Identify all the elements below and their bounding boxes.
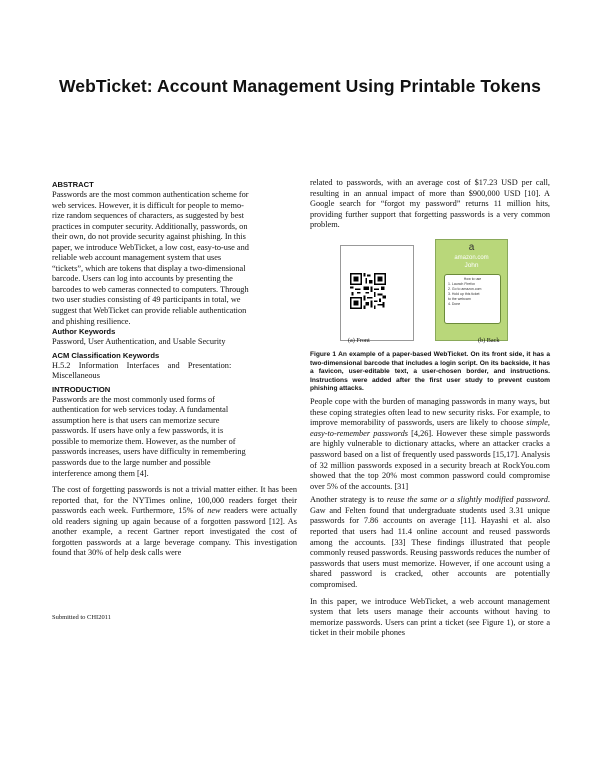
abstract-line: barcode. Users can log into accounts by presenting the [52, 274, 233, 284]
abstract-line: rize random sequences of characters, as suggested by best [52, 211, 244, 221]
intro-line: passwords. If users have only a few passwords, it is [52, 426, 224, 436]
acm-line: Miscellaneous [52, 371, 100, 381]
abstract-line: two user studies consisting of 49 participants in total, we [52, 295, 241, 305]
intro-line: interference among them [4]. [52, 468, 149, 478]
figure-caption: Figure 1 An example of a paper-based WebTicket. On its front side, it has a two-dimensional barcode that includes a login script. On its backside, it has a favicon, user-editable text, a user-chosen border, and instructions. Instructions were added after the first user study to prevent custom phishing attacks. [310, 350, 550, 393]
acm-line: H.5.2 Information Interfaces and Presentation: [52, 360, 232, 370]
right-paragraph-3: Another strategy is to reuse the same or a slightly modified password. Gaw and Felten found that undergraduate students used 3.31 unique passwords for 7.86 accounts on average [11]. Hayashi et al. also reported that users had 11.4 online account and reused passwords among the accounts. [33] These findings illustrated that people commonly reused passwords. Reusing passwords reduces the number of passwords that users must memorize. However, if one account using a shared password is cracked, other accounts are potentially compromised. [310, 495, 550, 590]
right-paragraph-2: People cope with the burden of managing passwords in many ways, but these coping strategies often lead to new security risks. For example, to improve memorability of passwords, users are likely to choose simple, easy-to-remember passwords [4,26]. However these simple passwords are highly vulnerable to dictionary attacks, where an attacker cracks a password based on a list of frequently used passwords [15,17]. Analysis of 32 million passwords exposed in a security breach at RockYou.com showed that the top 20% most common password could compromise over 5% of the accounts. [31] [310, 396, 550, 491]
instruction-line: 1. Launch Firefox [448, 281, 476, 286]
abstract-line: paper, we introduce WebTicket, a low cost, easy-to-use and [52, 242, 249, 252]
abstract-body [52, 190, 297, 327]
ticket-front-image [340, 245, 414, 341]
subcaption-back: (b) Back [478, 336, 500, 344]
intro-line: possible to memorize them. However, as the number of [52, 436, 236, 446]
instruction-line: 3. Hold up this ticket [448, 291, 480, 296]
right-column [310, 178, 550, 639]
abstract-line: their own, do not provide security against phishing. In this [52, 232, 246, 242]
right-paragraph-4: In this paper, we introduce WebTicket, a web account management system that lets users manage their accounts without having to memorize passwords. Users can print a ticket (see Figure 1), or store a ticket in their mobile phones [310, 596, 550, 638]
abstract-line: barcodes to web cameras connected to computers. Through [52, 284, 249, 294]
instruction-line: 4. Done [448, 301, 461, 306]
abstract-heading: ABSTRACT [52, 180, 94, 189]
abstract-line: reliable web account management system that uses [52, 253, 222, 263]
amazon-favicon-icon: a [468, 241, 475, 253]
instruction-line: 2. Go to amazon.com [448, 286, 482, 291]
submission-note: Submitted to CHI2011 [52, 614, 111, 621]
ticket-site-text: amazon.com [454, 254, 489, 261]
intro-line: passwords increases, users have difficulty in remembering [52, 447, 246, 457]
right-paragraph-1: related to passwords, with an average cost of $17.23 USD per call, resulting in an annual impact of more than $900,000 USD [10]. A Google search for “forgot my password” returns 11 million hits, providing further support that forgetting passwords is a very common problem. [310, 178, 550, 230]
author-keywords-text: Password, User Authentication, and Usable Security [52, 337, 226, 347]
intro-paragraph-2: The cost of forgetting passwords is not a trivial matter either. It has been reported that, for the NYTimes online, 100,000 readers forget their passwords each week. Furthermore, 15% of new readers were actually old readers signing up again because of a forgotten password [12]. As another example, a recent Gartner report investigated the cost of forgotten passwords at a large beverage company. This investigation found that 30% of help desk calls were [52, 485, 297, 558]
intro-line: Passwords are the most commonly used forms of [52, 394, 215, 404]
left-column [52, 180, 297, 559]
introduction-heading: INTRODUCTION [52, 384, 111, 394]
ticket-back-image [435, 239, 508, 341]
abstract-line: Passwords are the most common authentication scheme for [52, 190, 249, 199]
intro-line: passwords due to the large number and possible [52, 458, 211, 468]
acm-heading: ACM Classification Keywords [52, 350, 160, 360]
abstract-line: suggest that WebTicket can provide reliable authentication [52, 306, 247, 316]
intro-line: authentication for web services today. A fundamental [52, 405, 229, 415]
ticket-instructions [444, 274, 501, 324]
qr-code-icon [350, 273, 386, 309]
instruction-line: to the webcam [448, 296, 471, 301]
abstract-line: “tickets”, which are tokens that display a two-dimensional [52, 263, 246, 273]
ticket-user-text: John [464, 261, 479, 269]
abstract-line: web services. However, it is difficult for people to memo- [52, 200, 244, 210]
intro-line: assumption here is that users can memorize secure [52, 415, 220, 425]
paper-title: WebTicket: Account Management Using Printable Tokens [59, 76, 541, 96]
subcaption-front: (a) Front [348, 336, 370, 344]
abstract-line: and phishing resilience. [52, 316, 131, 326]
figure-1 [310, 239, 550, 344]
instruction-line: How to use [463, 276, 482, 281]
author-keywords-heading: Author Keywords [52, 327, 116, 337]
abstract-line: practices in computer security. Additionally, passwords, on [52, 221, 248, 231]
